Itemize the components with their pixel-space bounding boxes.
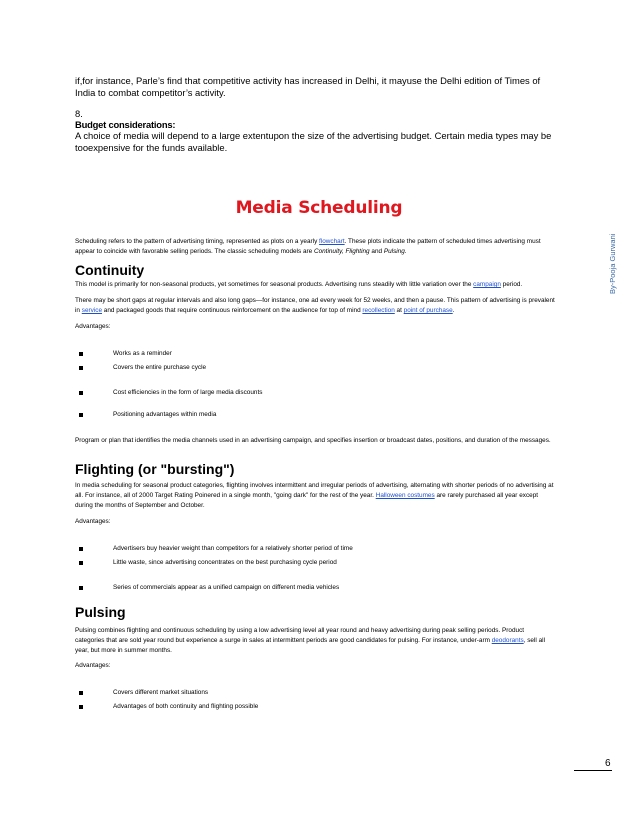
budget-heading: Budget considerations: bbox=[75, 119, 176, 130]
service-link[interactable]: service bbox=[81, 307, 102, 314]
pulsing-p1a: Pulsing combines flighting and continuous scheduling by using a low advertising level all year round and heavy advertising during peak selling periods. Product categories that are sold year round but experience a surge in sales at intermittent periods are good candidates for pulsing. For instance, under-arm bbox=[75, 627, 525, 644]
flowchart-link[interactable]: flowchart bbox=[319, 238, 345, 245]
item-number: 8. bbox=[75, 108, 83, 119]
bullet-icon bbox=[79, 391, 83, 395]
continuity-p1b: period. bbox=[500, 281, 523, 288]
campaign-link[interactable]: campaign bbox=[473, 281, 501, 288]
pulsing-p1b: , sell all year, but more in summer months. bbox=[75, 637, 545, 654]
continuity-p2b: and packaged goods that require continuous reinforcement on the audience for top of mind bbox=[102, 307, 363, 314]
intro-and: and bbox=[369, 248, 384, 255]
bullet-icon bbox=[79, 705, 83, 709]
flighting-p1a: In media scheduling for seasonal product categories, flighting involves intermittent and irregular periods of advertising, alternating with shorter periods of no advertising at all. For instance, all of 2000 Target Rating Poinered in a single month, "going dark" for the rest of the year. bbox=[75, 482, 554, 499]
pulsing-paragraph bbox=[75, 626, 555, 656]
paragraph-parle: if,for instance, Parle’s find that competitive activity has increased in Delhi, it mayuse the Delhi edition of Times of India to combat competitor’s activity. bbox=[75, 75, 541, 98]
continuity-p1a: This model is primarily for non-seasonal products, yet sometimes for seasonal products. Advertising runs steadily with little variation over the bbox=[75, 281, 474, 288]
bullet-icon bbox=[79, 352, 83, 356]
intro-text-b: . These plots indicate the pattern of scheduled times advertising must appear to coincide with favorable selling periods. The classic scheduling models are bbox=[75, 238, 541, 255]
flighting-heading: Flighting (or "bursting") bbox=[75, 461, 235, 477]
intro-paragraph bbox=[75, 237, 555, 257]
bullet-icon bbox=[79, 586, 83, 590]
intro-models: Continuity, Flighting bbox=[313, 248, 370, 255]
program-definition: Program or plan that identifies the media channels used in an advertising campaign, and specifies insertion or broadcast dates, positions, and duration of the messages. bbox=[75, 437, 551, 444]
halloween-costumes-link[interactable]: Halloween costumes bbox=[375, 492, 435, 499]
intro-pulsing: Pulsing bbox=[383, 248, 405, 255]
bullet-icon bbox=[79, 366, 83, 370]
pulsing-heading: Pulsing bbox=[75, 604, 126, 620]
continuity-p2c: at bbox=[394, 307, 404, 314]
budget-text: A choice of media will depend to a large extentupon the size of the advertising budget. Certain media types may be tooexpensive for the funds available. bbox=[75, 130, 552, 153]
deodorants-link[interactable]: deodorants bbox=[491, 637, 524, 644]
page-title: Media Scheduling bbox=[235, 198, 403, 218]
bullet-icon bbox=[79, 691, 83, 695]
point-of-purchase-link[interactable]: point of purchase bbox=[403, 307, 453, 314]
bullet-icon bbox=[79, 547, 83, 551]
continuity-advantages-label: Advantages: bbox=[75, 323, 111, 330]
continuity-paragraph-2 bbox=[75, 296, 555, 316]
continuity-paragraph-1 bbox=[75, 280, 555, 290]
continuity-heading: Continuity bbox=[75, 262, 145, 278]
recollection-link[interactable]: recollection bbox=[362, 307, 395, 314]
page-number-rule bbox=[574, 770, 612, 771]
page-number: 6 bbox=[605, 758, 611, 769]
continuity-p2a: There may be short gaps at regular intervals and also long gaps—for instance, one ad every week for 52 weeks, and then a pause. This pattern of advertising is prevalent in bbox=[75, 297, 555, 314]
intro-end: . bbox=[404, 248, 407, 255]
bullet-icon bbox=[79, 561, 83, 565]
intro-text-a: Scheduling refers to the pattern of advertising timing, represented as plots on a yearly bbox=[75, 238, 320, 245]
flighting-p1b: are rarely purchased all year except during the months of September and October. bbox=[75, 492, 539, 509]
author-sidebar: By-Pooja Gurwani bbox=[608, 233, 617, 294]
pulsing-advantages-label: Advantages: bbox=[75, 662, 111, 669]
continuity-p2d: . bbox=[452, 307, 455, 314]
bullet-icon bbox=[79, 413, 83, 417]
flighting-paragraph bbox=[75, 481, 555, 511]
flighting-advantages-label: Advantages: bbox=[75, 518, 111, 525]
